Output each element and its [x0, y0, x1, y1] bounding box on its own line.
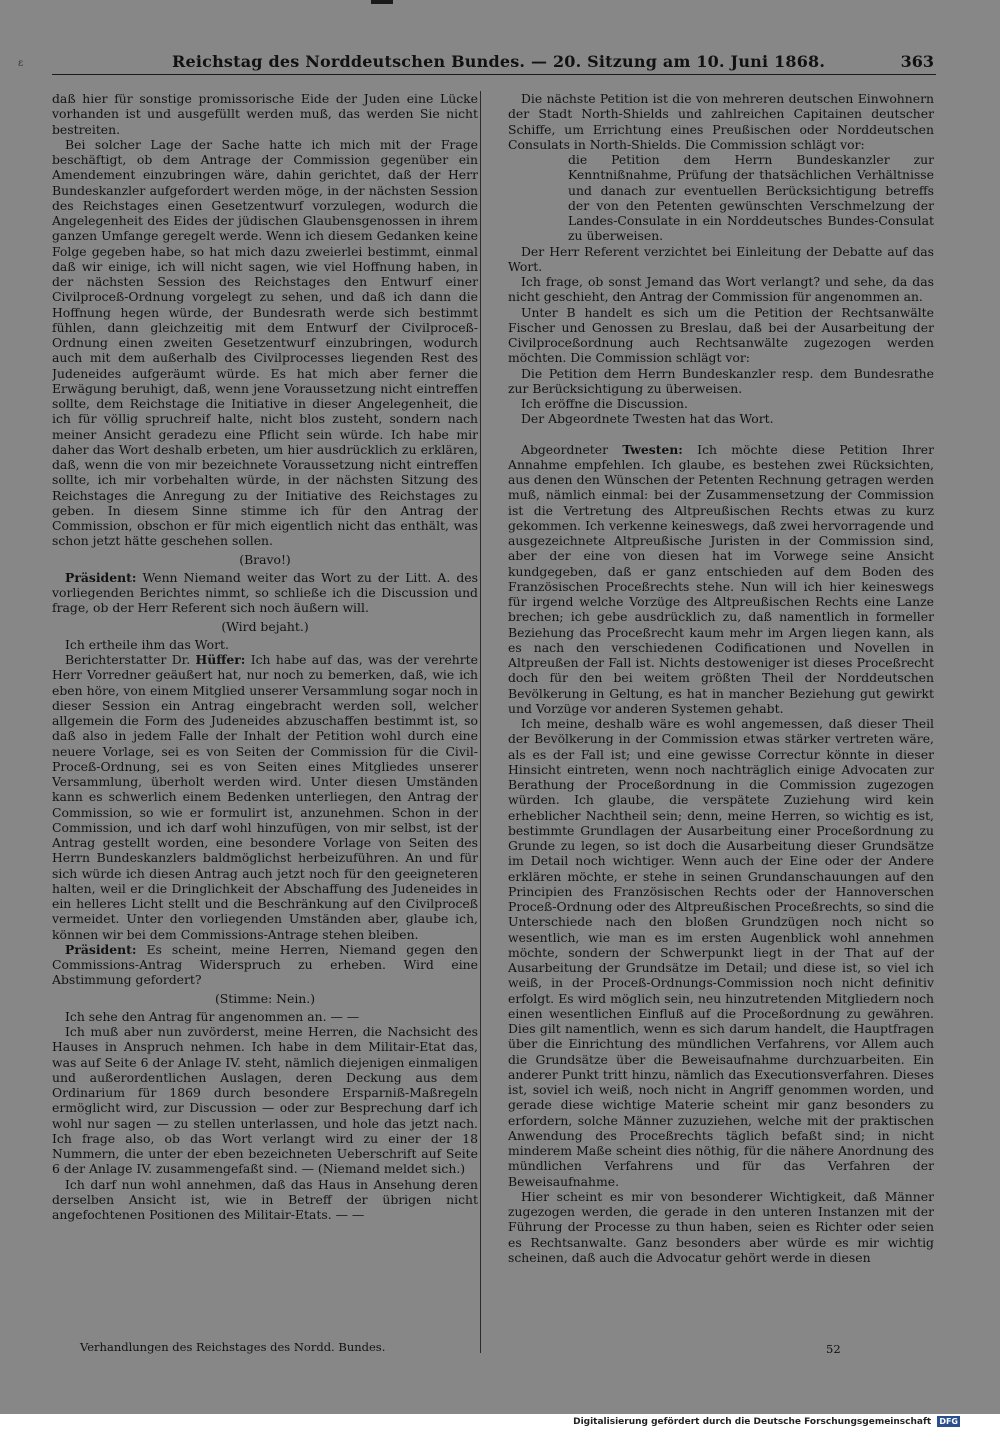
- paragraph-text: (Bravo!): [239, 551, 291, 567]
- paragraph: [508, 91, 934, 152]
- speaker-name: Twesten:: [622, 441, 683, 457]
- paragraph-text: Der Abgeordnete Twesten hat das Wort.: [521, 411, 774, 427]
- paragraph: [52, 570, 478, 616]
- running-header: [52, 52, 936, 75]
- paragraph-text: Die Petition dem Herrn Bundeskanzler resp. dem Bundesrathe zur Berücksichtigung zu überweisen.: [508, 365, 934, 396]
- paragraph-text: Die nächste Petition ist die von mehreren deutschen Einwohnern der Stadt North-Shields und zahlreichen Capitainen deutscher Schiffe, um Errichtung eines Preußischen oder Norddeutschen Consulats in North-Shields. Die Commission schlägt vor:: [508, 91, 934, 152]
- paragraph-text: die Petition dem Herrn Bundeskanzler zur Kenntnißnahme, Prüfung der thatsächlichen Verhältnisse und danach zur eventuellen Berücksichtigung betreffs der von den Petenten gewünschten Verschmelzung der Landes-Consulate in ein Norddeutsches Bundes-Consulat zu überweisen.: [568, 152, 934, 244]
- paragraph: [52, 91, 478, 137]
- paragraph-text: Ich meine, deshalb wäre es wohl angemessen, daß dieser Theil der Bevölkerung in der Commission etwas stärker vertreten wäre, als es der Fall ist; und eine gewisse Correctur könnte in dieser Hinsicht eintreten, wenn noch nachträglich einige Advocaten zur Berathung der Proceßordnung in die Commission zugezogen würden. Ich glaube, die verspätete Zuziehung wird kein erheblicher Nachtheil sein; denn, meine Herren, so wichtig es ist, bestimmte Grundlagen der Ausarbeitung einer Proceßordnung zu Grunde zu legen, so ist doch die Ausarbeitung dieser Grundsätze im Detail noch wichtiger. Wenn auch der Eine oder der Andere erklären möchte, er stehe in seinen Grundanschauungen auf den Principien des Französischen Rechts oder der Hannoverschen Proceß-Ordnung oder des Altpreußischen Proceßrechts, so sind die Unterschiede nach den bloßen Grundzügen noch nicht so wesentlich, wie man es im ersten Augenblick wohl annehmen möchte, sondern der Schwerpunkt liegt in der That auf der Ausarbeitung der Grundsätze im Detail; und diese ist, so viel ich weiß, in der Proceß-Ordnungs-Commission noch nicht definitiv erfolgt. Es wird möglich sein, neu hinzutretenden Mitgliedern noch einen wesentlichen Einfluß auf die Proceßordnung zu gewähren. Dies gilt namentlich, wenn es sich darum handelt, die Hauptfragen über die Einrichtung des mündlichen Verfahrens, vor Allem auch die Grundsätze über die Beweisaufnahme durchzuarbeiten. Ein anderer Punkt tritt hinzu, nämlich das Executionsverfahren. Dieses ist, soviel ich weiß, noch nicht in Angriff genommen worden, und gerade diese wichtige Materie scheint mir ganz besonders zu erfordern, solche Männer zuzuziehen, welche mit der praktischen Anwendung des Proceßrechts täglich befaßt sind; in nicht minderem Maße scheint dies nöthig, für die nähere Anordnung des mündlichen Verfahrens und für das Verfahren der Beweisaufnahme.: [508, 716, 934, 1189]
- paragraph: [52, 1177, 478, 1223]
- paragraph: [508, 366, 934, 397]
- paragraph: [52, 942, 478, 988]
- paragraph-text: (Stimme: Nein.): [214, 990, 316, 1006]
- paragraph: [508, 716, 934, 1189]
- footer-signature: 52: [826, 1342, 841, 1356]
- paragraph-text: Der Herr Referent verzichtet bei Einleitung der Debatte auf das Wort.: [508, 243, 934, 274]
- paragraph-text: (Wird bejaht.): [221, 618, 309, 634]
- paragraph-text: Ich habe auf das, was der verehrte Herr Vorredner geäußert hat, nur noch zu bemerken, daß, wie ich eben höre, von einem Mitglied unserer Versammlung sogar noch in dieser Session ein Antrag eingebracht werden soll, welcher allgemein die Form des Judeneides abzuschaffen bestimmt ist, so daß also in jedem Falle der Inhalt der Petition wohl durch eine neuere Vorlage, sei es von Seiten der Commission für die Civil-Proceß-Ordnung, sei es von Seiten eines Mitgliedes unserer Versammlung, überholt werden wird. Unter diesen Umständen kann es schwerlich einem Bedenken unterliegen, den Antrag der Commission, so wie er formulirt ist, anzunehmen. Schon in der Commission, und ich darf wohl hinzufügen, von mir selbst, ist der Antrag gestellt worden, eine besondere Vorlage von Seiten des Herrn Bundeskanzlers baldmöglichst herbeizuführen. An und für sich würde ich diesen Antrag auch jetzt noch für den geeigneteren halten, weil er die Dringlichkeit der Abschaffung des Judeneides in ein helleres Licht stellt und die Beschränkung auf den Civilproceß vermeidet. Unter den vorliegenden Umständen aber, glaube ich, können wir bei dem Commissions-Antrage stehen bleiben.: [52, 652, 478, 942]
- paragraph-text: Hier scheint es mir von besonderer Wichtigkeit, daß Männer zugezogen werden, die gerade in den unteren Instanzen mit der Führung der Processe zu thun haben, seien es Richter oder seien es Rechtsanwalte. Ganz besonders aber würde es mir wichtig scheinen, daß auch die Advocatur gehört werde in diesen: [508, 1188, 934, 1265]
- paragraph-text: Es scheint, meine Herren, Niemand gegen den Commissions-Antrag Widerspruch zu erheben. Wird eine Abstimmung gefordert?: [52, 941, 478, 988]
- paragraph: [508, 244, 934, 275]
- paragraph-text: Ich sehe den Antrag für angenommen an. — —: [65, 1008, 360, 1024]
- paragraph: [508, 396, 934, 411]
- paragraph-text: daß hier für sonstige promissorische Eide der Juden eine Lücke vorhanden ist und ausgefüllt werden muß, das werden Sie nicht bestreiten.: [52, 91, 478, 137]
- paragraph: [508, 152, 934, 244]
- interjection: [52, 552, 478, 567]
- page-number: 363: [900, 52, 934, 71]
- paragraph: [508, 274, 934, 305]
- interjection: [52, 991, 478, 1006]
- paragraph-text: Bei solcher Lage der Sache hatte ich mich mit der Frage beschäftigt, ob dem Antrage der Commission gegenüber ein Amendement einzubringen wäre, dahin gerichtet, daß der Herr Bundeskanzler aufgefordert werden möge, in der nächsten Session des Reichstages einen Gesetzentwurf vorzulegen, wodurch die Angelegenheit des Eides der jüdischen Glaubensgenossen in ihrem ganzen Umfange geregelt werde. Wenn ich diesem Gedanken keine Folge gegeben habe, so hat mich dazu zweierlei bestimmt, einmal daß wir einige, ich will nicht sagen, wie viel Hoffnung haben, in der nächsten Session des Reichstages den Entwurf einer Civilproceß-Ordnung vorgelegt zu sehen, und daß ich dann die Hoffnung hegen würde, der Bundesrath werde sich bestimmt fühlen, dann gleichzeitig mit dem Entwurf der Civilproceß-Ordnung einen zweiten Gesetzentwurf einzubringen, wodurch auch mit dem außerhalb des Civilprocesses liegenden Rest des Judeneides aufgeräumt würde. Es hat mich aber ferner die Erwägung beruhigt, daß, wenn jene Voraussetzung nicht eintreffen sollte, dem Reichstage die Initiative in dieser Angelegenheit, die ich für völlig spruchreif halte, nicht blos zusteht, sondern nach meiner Ansicht geradezu eine Pflicht sein würde. Ich habe mir daher das Wort deshalb erbeten, um hier ausdrücklich zu erklären, daß, wenn die von mir bezeichnete Voraussetzung nicht eintreffen sollte, ich mir vorbehalten würde, in der nächsten Sitzung des Reichstages die Anregung zu der Initiative des Reichstages zu geben. In diesem Sinne stimme ich für den Antrag der Commission, obschon er für mich eigentlich nicht das enthält, was schon jetzt hätte geschehen sollen.: [52, 136, 478, 549]
- paragraph: [52, 1009, 478, 1024]
- top-crop-mark: [371, 0, 393, 4]
- paragraph: [508, 442, 934, 717]
- paragraph: [52, 652, 478, 942]
- credit-text: Digitalisierung gefördert durch die Deutsche Forschungsgemeinschaft: [573, 1417, 932, 1427]
- digitization-credit: [573, 1416, 960, 1427]
- dfg-logo: DFG: [939, 1417, 958, 1426]
- paragraph: [52, 137, 478, 549]
- paragraph: [508, 305, 934, 366]
- paragraph: [52, 1024, 478, 1177]
- speaker-name: Hüffer:: [195, 652, 246, 667]
- paragraph: [52, 637, 478, 652]
- speaker-name: Präsident:: [65, 569, 137, 585]
- paragraph-text: Wenn Niemand weiter das Wort zu der Litt. A. des vorliegenden Berichtes nimmt, so schließe ich die Discussion und frage, ob der Herr Referent sich noch äußern will.: [52, 569, 478, 616]
- speaker-name: Präsident:: [65, 941, 137, 957]
- right-column: [508, 91, 934, 1361]
- paragraph-text: Ich ertheile ihm das Wort.: [65, 636, 229, 652]
- paragraph-text: Ich darf nun wohl annehmen, daß das Haus in Ansehung deren derselben Ansicht ist, wie in Betreff der übrigen nicht angefochtenen Positionen des Militair-Etats. — —: [52, 1176, 478, 1222]
- left-column: [52, 91, 478, 1361]
- speaker-title: Abgeordneter: [521, 441, 623, 457]
- interjection: [52, 619, 478, 634]
- paragraph-text: Ich muß aber nun zuvörderst, meine Herren, die Nachsicht des Hauses in Anspruch nehmen. Ich habe in dem Militair-Etat das, was auf Seite 6 der Anlage IV. steht, nämlich diejenigen einmaligen und außerordentlichen Auslagen, deren Deckung aus dem Ordinarium für 1869 durch besondere Ersparniß-Maßregeln ermöglicht wird, zur Discussion — oder zur Besprechung darf ich wohl nur sagen — zu stellen unterlassen, und hole das jetzt nach. Ich frage also, ob das Wort verlangt wird zu einer der 18 Nummern, die unter der eben bezeichneten Ueberschrift auf Seite 6 der Anlage IV. zusammengefaßt sind. — (Niemand meldet sich.): [52, 1024, 478, 1177]
- column-divider: [480, 91, 481, 1353]
- footer-publication: Verhandlungen des Reichstages des Nordd. Bundes.: [80, 1340, 386, 1354]
- paragraph: [508, 411, 934, 426]
- paragraph-text: Ich möchte diese Petition Ihrer Annahme empfehlen. Ich glaube, es bestehen zwei Rücksichten, aus denen den Wünschen der Petenten Rechnung getragen werden muß, nämlich einmal: bei der Zusammensetzung der Commission ist die Vertretung des Altpreußischen Rechts etwas zu kurz gekommen. Ich verkenne keineswegs, daß zwei hervorragende und ausgezeichnete Altpreußische Juristen in der Commission sind, aber der eine von diesen hat im Vorwege seine Ansicht kundgegeben, daß er ganz entschieden auf dem Boden des Französischen Proceßrechts stehe. Nun will ich hier keineswegs für irgend welche Vorzüge des Altpreußischen Rechts eine Lanze brechen; ich gebe ausdrücklich zu, daß namentlich in formeller Beziehung das Proceßrecht kaum mehr im Argen liegen kann, als es nach den verschiedenen Codificationen und Novellen in Altpreußen der Fall ist. Nichts destoweniger ist dieses Proceßrecht doch für den bei weitem größten Theil der Norddeutschen Bevölkerung in Geltung, es hat in mancher Beziehung gut gewirkt und Vorzüge vor anderen Systemen gehabt.: [508, 441, 934, 716]
- paragraph-text: Unter B handelt es sich um die Petition der Rechtsanwälte Fischer und Genossen zu Breslau, daß bei der Ausarbeitung der Civilproceßordnung auch Rechtsanwälte zugezogen werden möchten. Die Commission schlägt vor:: [508, 304, 934, 366]
- margin-speck: ɛ: [18, 58, 24, 69]
- paragraph: [508, 1189, 934, 1265]
- header-title: Reichstag des Norddeutschen Bundes. — 20. Sitzung am 10. Juni 1868.: [172, 52, 826, 71]
- speaker-title: Berichterstatter Dr.: [65, 652, 196, 667]
- paragraph-text: Ich eröffne die Discussion.: [521, 396, 688, 411]
- paragraph-text: Ich frage, ob sonst Jemand das Wort verlangt? und sehe, da das nicht geschieht, den Antrag der Commission für angenommen an.: [508, 274, 934, 305]
